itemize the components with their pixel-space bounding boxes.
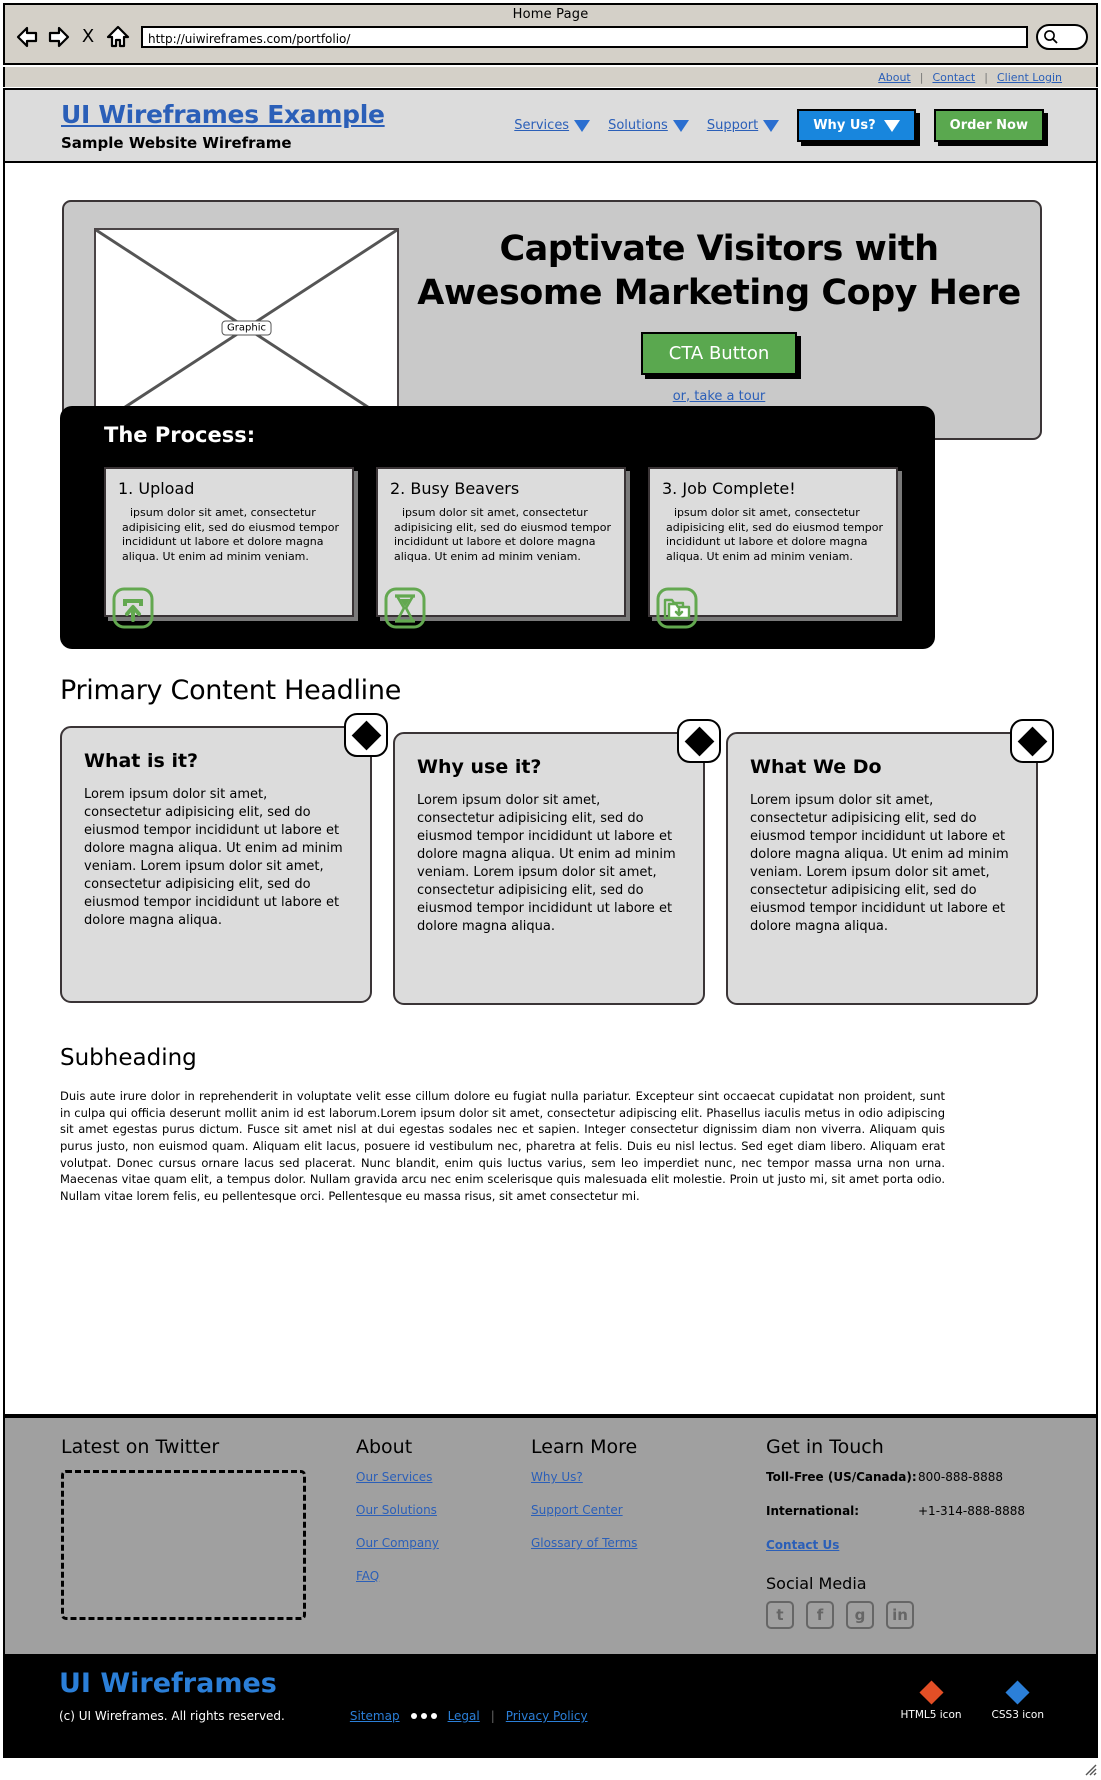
back-arrow-icon[interactable] (15, 24, 41, 50)
content-card-title: What is it? (84, 750, 199, 772)
css3-label: CSS3 icon (991, 1709, 1044, 1721)
process-card-list (104, 467, 935, 617)
footer-link-our-company[interactable]: Our Company (356, 1536, 439, 1550)
primary-content-headline: Primary Content Headline (60, 675, 402, 706)
hero-copy (414, 228, 1024, 404)
utility-link-about[interactable]: About (878, 70, 911, 84)
order-now-label: Order Now (949, 118, 1028, 133)
utility-link-contact[interactable]: Contact (932, 70, 976, 84)
social-media-title: Social Media (766, 1574, 867, 1593)
twitter-icon[interactable]: t (766, 1601, 794, 1629)
main-nav (514, 109, 1096, 142)
bottom-link-sitemap[interactable]: Sitemap (349, 1709, 400, 1723)
divider: | (919, 70, 924, 84)
content-card-list (60, 726, 1040, 1005)
process-card (376, 467, 626, 617)
brand (61, 100, 385, 152)
twitter-feed-placeholder (61, 1470, 306, 1620)
process-card (648, 467, 898, 617)
take-a-tour-link[interactable]: or, take a tour (672, 388, 766, 404)
search-input[interactable] (1036, 24, 1088, 50)
html5-badge (901, 1684, 962, 1721)
url-input[interactable]: http://uiwireframes.com/portfolio/ (141, 26, 1028, 48)
footer-column-title: Latest on Twitter (61, 1436, 220, 1458)
nav-item-label: Solutions (608, 118, 668, 133)
hourglass-icon (382, 585, 428, 631)
subheading-title: Subheading (60, 1045, 197, 1071)
hero-headline: Captivate Visitors with Awesome Marketing Copy Here (417, 229, 1021, 313)
content-card-title: Why use it? (417, 756, 542, 778)
cta-button[interactable]: CTA Button (641, 332, 798, 375)
diamond-badge-icon (677, 719, 721, 763)
css3-badge (992, 1684, 1044, 1721)
divider: | (490, 1709, 495, 1723)
international-value: +1-314-888-8888 (918, 1504, 1026, 1518)
resize-grip-icon[interactable] (1081, 1760, 1097, 1776)
dots-icon (411, 1713, 437, 1719)
process-title: The Process: (104, 423, 256, 447)
site-footer (3, 1416, 1098, 1656)
tollfree-label: Toll-Free (US/Canada): (766, 1470, 917, 1484)
order-now-button[interactable] (934, 109, 1044, 142)
international-label: International: (766, 1504, 860, 1518)
nav-item-label: Support (706, 118, 759, 133)
bottom-link-privacy-policy[interactable]: Privacy Policy (505, 1709, 588, 1723)
content-card-body: Lorem ipsum dolor sit amet, consectetur adipisicing elit, sed do eiusmod tempor incididunt ut labore et dolore magna aliqua. Ut enim ad minim veniam. Lorem ipsum dolor sit amet, consectetur adipisicing elit, sed do eiusmod tempor incididunt ut labore et dolore magna aliqua. (750, 793, 1009, 934)
content-frame (3, 163, 1098, 1416)
footer-link-our-solutions[interactable]: Our Solutions (356, 1503, 437, 1517)
forward-arrow-icon[interactable] (45, 24, 71, 50)
html5-icon (919, 1680, 943, 1704)
browser-chrome (3, 3, 1098, 65)
footer-link-why-us[interactable]: Why Us? (531, 1470, 583, 1484)
bottom-link-legal[interactable]: Legal (447, 1709, 480, 1723)
content-card (393, 732, 705, 1005)
hero-section (62, 200, 1042, 440)
upload-icon (110, 585, 156, 631)
footer-link-faq[interactable]: FAQ (356, 1569, 380, 1583)
process-section (60, 406, 935, 649)
tech-badges (901, 1684, 1044, 1721)
stop-label: X (81, 26, 95, 47)
footer-column-get-in-touch (766, 1418, 1096, 1654)
copyright-text: (c) UI Wireframes. All rights reserved. (59, 1709, 285, 1723)
bottom-brand: UI Wireframes (59, 1668, 277, 1699)
footer-column-twitter (5, 1418, 356, 1654)
footer-link-glossary-of-terms[interactable]: Glossary of Terms (531, 1536, 638, 1550)
nav-item-label: Services (514, 118, 570, 133)
google-icon[interactable]: g (846, 1601, 874, 1629)
footer-column-title: About (356, 1436, 413, 1458)
facebook-icon[interactable]: f (806, 1601, 834, 1629)
tollfree-value: 800-888-8888 (918, 1470, 1004, 1484)
footer-column-learn-more (531, 1418, 766, 1654)
search-icon (1043, 29, 1059, 45)
browser-title: Home Page (512, 7, 589, 22)
process-card-body: ipsum dolor sit amet, consectetur adipisicing elit, sed do eiusmod tempor incididunt ut labore et dolore magna aliqua. Ut enim ad minim veniam. (122, 506, 340, 563)
chevron-down-icon (574, 120, 590, 132)
process-card-title: 3. Job Complete! (662, 479, 796, 498)
subheading-body: Duis aute irure dolor in reprehenderit in voluptate velit esse cillum dolore eu fugiat nulla pariatur. Excepteur sint occaecat cupidatat non proident, sunt in culpa qui officia deserunt mollit anim id est laborum.Lorem ipsum dolor sit amet, consectetur adipiscing elit. Phasellus iaculis metus in odio adipiscing sit amet egestas purus dictum. Fusce sit amet nisl at dui egestas sodales nec et sapien. Integer consectetur dignissim diam non viverra. Aliquam quis purus justo, non euismod quam. Aliquam elit lacus, posuere id vestibulum nec, pharetra at felis. Duis eu nisl lectus. Sed eget diam libero. Aliquam erat volutpat. Donec cursus ornare lacus sed placerat. Nunc blandit, enim quis luctus varius, sem leo imperdiet nunc, nec tempor massa urna non urna. Maecenas vitae quam elit, a tempus dolor. Nullam gravida arcu nec enim scelerisque quis malesuada elit molestie. Proin ut justo mi, sit amet porta odio. Nullam vitae lorem felis, eu pellentesque orci. Pellentesque eu massa risus, sit amet consectetur mi. (60, 1089, 945, 1204)
why-us-button[interactable] (797, 109, 915, 142)
footer-link-contact-us[interactable]: Contact Us (766, 1538, 840, 1552)
folder-download-icon (654, 585, 700, 631)
stop-icon[interactable] (75, 24, 101, 50)
browser-toolbar (5, 22, 1096, 50)
footer-column-about (356, 1418, 531, 1654)
international-row (766, 1504, 1096, 1518)
footer-link-support-center[interactable]: Support Center (531, 1503, 623, 1517)
nav-item-solutions[interactable] (608, 118, 689, 133)
process-card (104, 467, 354, 617)
utility-nav (3, 67, 1098, 87)
linkedin-icon[interactable]: in (886, 1601, 914, 1629)
content-card (60, 726, 372, 1003)
home-icon[interactable] (105, 24, 131, 50)
content-card-body: Lorem ipsum dolor sit amet, consectetur adipisicing elit, sed do eiusmod tempor incididunt ut labore et dolore magna aliqua. Ut enim ad minim veniam. Lorem ipsum dolor sit amet, consectetur adipisicing elit, sed do eiusmod tempor incididunt ut labore et dolore magna aliqua. (417, 793, 676, 934)
diamond-badge-icon (1010, 719, 1054, 763)
html5-label: HTML5 icon (900, 1709, 962, 1721)
nav-item-support[interactable] (707, 118, 779, 133)
process-card-title: 2. Busy Beavers (390, 479, 520, 498)
bottom-bar (3, 1656, 1098, 1758)
chevron-down-icon (763, 120, 779, 132)
divider: | (984, 70, 988, 84)
process-card-title: 1. Upload (118, 479, 195, 498)
brand-title[interactable]: UI Wireframes Example (61, 99, 385, 129)
footer-link-our-services[interactable]: Our Services (356, 1470, 433, 1484)
why-us-label: Why Us? (813, 118, 876, 133)
process-card-body: ipsum dolor sit amet, consectetur adipisicing elit, sed do eiusmod tempor incididunt ut labore et dolore magna aliqua. Ut enim ad minim veniam. (394, 506, 612, 563)
process-card-body: ipsum dolor sit amet, consectetur adipisicing elit, sed do eiusmod tempor incididunt ut labore et dolore magna aliqua. Ut enim ad minim veniam. (666, 506, 884, 563)
utility-link-client-login[interactable]: Client Login (996, 70, 1062, 84)
site-header (3, 88, 1098, 163)
chevron-down-icon (884, 120, 900, 132)
content-card (726, 732, 1038, 1005)
footer-column-title: Get in Touch (766, 1436, 884, 1458)
bottom-links (350, 1709, 588, 1723)
css3-icon (1006, 1680, 1030, 1704)
footer-column-title: Learn More (531, 1436, 638, 1458)
hero-graphic-placeholder (94, 228, 399, 428)
graphic-label: Graphic (221, 321, 272, 336)
chevron-down-icon (673, 120, 689, 132)
diamond-badge-icon (344, 713, 388, 757)
tollfree-row (766, 1470, 1096, 1484)
content-card-body: Lorem ipsum dolor sit amet, consectetur adipisicing elit, sed do eiusmod tempor incididunt ut labore et dolore magna aliqua. Ut enim ad minim veniam. Lorem ipsum dolor sit amet, consectetur adipisicing elit, sed do eiusmod tempor incididunt ut labore et dolore magna aliqua. (84, 787, 343, 928)
nav-item-services[interactable] (514, 118, 590, 133)
content-card-title: What We Do (750, 756, 882, 778)
brand-subtitle: Sample Website Wireframe (61, 133, 292, 152)
social-media-icon-list (766, 1601, 1096, 1629)
